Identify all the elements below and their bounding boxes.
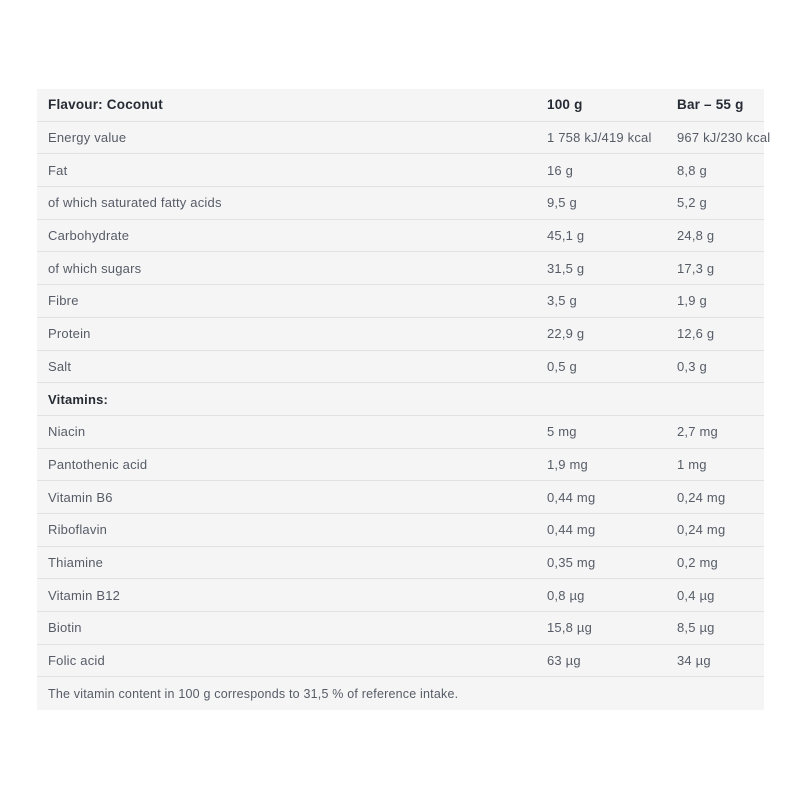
table-row-pantothenic-acid: [37, 449, 764, 482]
row-label: Thiamine: [48, 554, 104, 570]
row-label: Fat: [48, 162, 68, 178]
row-value-bar: 967 kJ/230 kcal: [677, 130, 771, 146]
row-value-bar: 8,8 g: [677, 162, 707, 178]
column-header-100g: 100 g: [547, 97, 583, 113]
row-value-bar: 34 µg: [677, 653, 711, 669]
table-row-carbohydrate: [37, 220, 764, 253]
row-value-bar: 2,7 mg: [677, 424, 718, 440]
row-value-bar: 0,4 µg: [677, 587, 715, 603]
table-row-energy-value: [37, 122, 771, 155]
table-row-biotin: [37, 612, 764, 645]
table-row-niacin: [37, 416, 764, 449]
row-value-bar: 24,8 g: [677, 228, 715, 244]
row-value-bar: 0,3 g: [677, 358, 707, 374]
row-label: Vitamin B6: [48, 489, 113, 505]
row-value-100g: 63 µg: [547, 653, 581, 669]
row-label: Vitamin B12: [48, 587, 121, 603]
table-row-fat: [37, 154, 764, 187]
row-label: Fibre: [48, 293, 79, 309]
row-value-100g: 0,5 g: [547, 358, 577, 374]
table-row-vitamin-b12: [37, 579, 764, 612]
nutrition-facts-table: [37, 89, 771, 710]
section-label: Vitamins:: [48, 391, 109, 407]
row-label: Carbohydrate: [48, 228, 130, 244]
row-value-bar: 0,2 mg: [677, 554, 718, 570]
row-value-bar: 0,24 mg: [677, 489, 726, 505]
row-value-100g: 0,44 mg: [547, 522, 596, 538]
table-row-fibre: [37, 285, 764, 318]
row-value-100g: 0,44 mg: [547, 489, 596, 505]
row-value-100g: 31,5 g: [547, 260, 585, 276]
row-label: Salt: [48, 358, 72, 374]
row-value-bar: 17,3 g: [677, 260, 715, 276]
table-row-saturated-fatty-acids: [37, 187, 764, 220]
row-value-100g: 5 mg: [547, 424, 577, 440]
column-header-bar-55g: Bar – 55 g: [677, 97, 744, 113]
row-value-100g: 9,5 g: [547, 195, 577, 211]
table-row-salt: [37, 351, 764, 384]
row-value-100g: 15,8 µg: [547, 620, 593, 636]
row-value-bar: 5,2 g: [677, 195, 707, 211]
table-section-vitamins: [37, 383, 764, 416]
table-row-folic-acid: [37, 645, 764, 678]
table-footer-note-row: [37, 677, 764, 710]
table-row-riboflavin: [37, 514, 764, 547]
row-value-100g: 45,1 g: [547, 228, 585, 244]
row-value-bar: 12,6 g: [677, 326, 715, 342]
table-row-sugars: [37, 252, 764, 285]
reference-intake-note: The vitamin content in 100 g corresponds to 31,5 % of reference intake.: [48, 686, 459, 701]
row-label: of which sugars: [48, 260, 142, 276]
row-value-100g: 0,35 mg: [547, 554, 596, 570]
row-value-bar: 1,9 g: [677, 293, 707, 309]
row-label: Riboflavin: [48, 522, 108, 538]
row-label: Biotin: [48, 620, 82, 636]
row-value-bar: 0,24 mg: [677, 522, 726, 538]
row-value-100g: 1 758 kJ/419 kcal: [547, 130, 652, 146]
table-row-thiamine: [37, 547, 764, 580]
row-label: Protein: [48, 326, 91, 342]
table-header-row: [37, 89, 764, 122]
row-value-bar: 1 mg: [677, 456, 707, 472]
flavour-header-label: Flavour: Coconut: [48, 97, 163, 113]
row-label: Folic acid: [48, 653, 105, 669]
row-value-100g: 22,9 g: [547, 326, 585, 342]
row-value-100g: 16 g: [547, 162, 574, 178]
row-value-100g: 3,5 g: [547, 293, 577, 309]
table-row-protein: [37, 318, 764, 351]
row-value-bar: 8,5 µg: [677, 620, 715, 636]
row-value-100g: 1,9 mg: [547, 456, 588, 472]
row-label: Niacin: [48, 424, 86, 440]
row-value-100g: 0,8 µg: [547, 587, 585, 603]
row-label: Pantothenic acid: [48, 456, 148, 472]
row-label: Energy value: [48, 130, 127, 146]
row-label: of which saturated fatty acids: [48, 195, 222, 211]
table-row-vitamin-b6: [37, 481, 764, 514]
